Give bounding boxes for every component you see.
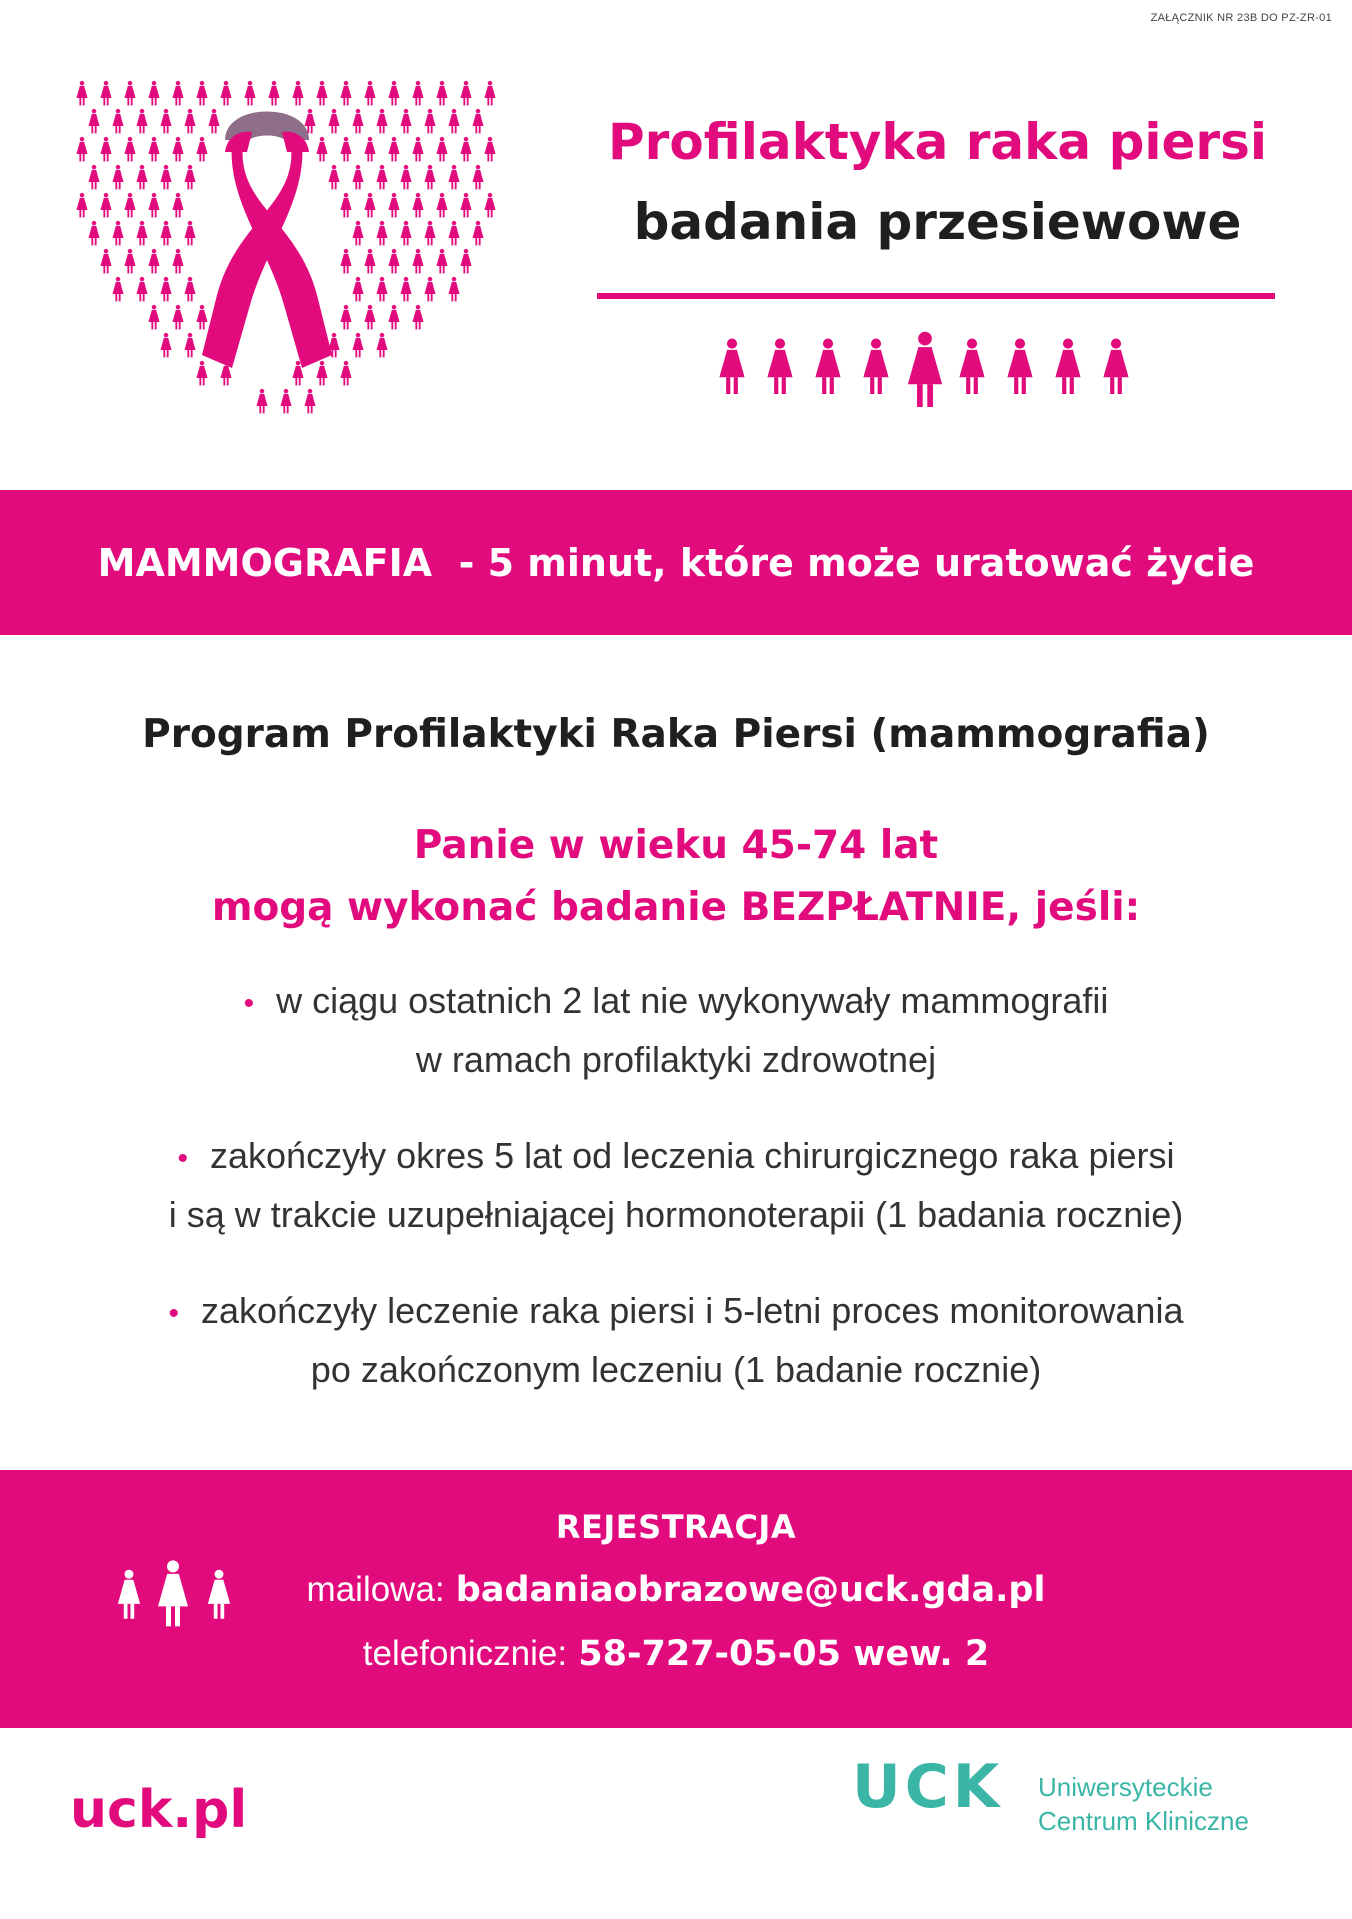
woman-icon — [160, 277, 171, 302]
woman-icon — [136, 109, 147, 134]
woman-icon — [412, 249, 423, 274]
title-main: Profilaktyka raka piersi — [608, 113, 1267, 171]
woman-icon — [448, 109, 459, 134]
woman-icon — [436, 137, 447, 162]
woman-icon — [460, 249, 471, 274]
annex-label: ZAŁĄCZNIK NR 23B DO PZ-ZR-01 — [1150, 12, 1332, 24]
woman-icon — [292, 81, 303, 106]
woman-icon — [160, 333, 171, 358]
woman-icon — [376, 165, 387, 190]
woman-icon — [76, 81, 87, 106]
woman-icon — [412, 81, 423, 106]
woman-icon — [148, 249, 159, 274]
email-label: mailowa: — [306, 1570, 445, 1609]
condition-line-2: w ramach profilaktyki zdrowotnej — [415, 1039, 937, 1080]
woman-icon — [352, 277, 363, 302]
woman-icon — [484, 81, 495, 106]
woman-icon — [88, 109, 99, 134]
woman-icon — [400, 277, 411, 302]
woman-icon — [136, 277, 147, 302]
woman-icon — [208, 109, 219, 134]
condition-item — [0, 1283, 1352, 1398]
woman-icon — [484, 193, 495, 218]
woman-icon — [112, 221, 123, 246]
woman-icon — [424, 221, 435, 246]
woman-icon — [100, 137, 111, 162]
woman-icon — [364, 249, 375, 274]
woman-icon — [184, 333, 195, 358]
woman-icon — [196, 305, 207, 330]
woman-icon — [220, 81, 231, 106]
woman-icon — [340, 193, 351, 218]
woman-icon — [719, 339, 744, 394]
woman-icon — [100, 249, 111, 274]
woman-icon — [472, 109, 483, 134]
woman-icon — [172, 249, 183, 274]
woman-icon — [268, 81, 279, 106]
woman-icon — [148, 305, 159, 330]
woman-icon — [388, 193, 399, 218]
condition-item — [0, 1128, 1352, 1243]
woman-icon — [340, 361, 351, 386]
phone-label: telefonicznie: — [362, 1634, 568, 1673]
registration-phone-row — [0, 1634, 1352, 1674]
bullet-icon: • — [168, 1297, 180, 1330]
woman-icon — [436, 193, 447, 218]
woman-icon — [112, 277, 123, 302]
woman-icon — [76, 137, 87, 162]
registration-email-row — [0, 1570, 1352, 1610]
woman-icon — [376, 333, 387, 358]
woman-icon — [148, 193, 159, 218]
woman-icon — [256, 389, 267, 414]
woman-icon — [88, 221, 99, 246]
email-link[interactable]: badaniaobrazowe@uck.gda.pl — [455, 1570, 1046, 1610]
eligibility-heading — [0, 815, 1352, 939]
woman-icon — [196, 137, 207, 162]
woman-icon — [424, 165, 435, 190]
woman-icon — [472, 165, 483, 190]
woman-icon — [460, 81, 471, 106]
woman-icon — [160, 165, 171, 190]
eligibility-line-2: mogą wykonać badanie BEZPŁATNIE, jeśli: — [211, 885, 1141, 930]
woman-icon — [352, 333, 363, 358]
woman-icon — [340, 249, 351, 274]
bullet-icon: • — [243, 987, 255, 1020]
woman-icon — [388, 81, 399, 106]
woman-icon — [100, 193, 111, 218]
woman-icon — [196, 361, 207, 386]
woman-icon — [100, 81, 111, 106]
woman-icon — [184, 165, 195, 190]
woman-icon — [340, 81, 351, 106]
woman-icon — [352, 109, 363, 134]
woman-icon — [448, 221, 459, 246]
woman-icon — [340, 305, 351, 330]
woman-icon — [172, 193, 183, 218]
logo-line-2: Centrum Kliniczne — [1038, 1806, 1249, 1836]
woman-icon — [316, 81, 327, 106]
woman-icon — [244, 81, 255, 106]
registration-section — [0, 1470, 1352, 1728]
woman-icon — [412, 137, 423, 162]
woman-icon — [160, 221, 171, 246]
woman-icon — [316, 361, 327, 386]
website-link[interactable]: uck.pl — [70, 1780, 248, 1840]
conditions-list — [0, 973, 1352, 1438]
mammography-banner-text: MAMMOGRAFIA - 5 minut, które może uratować życie — [97, 540, 1255, 585]
woman-icon — [767, 339, 792, 394]
title-divider — [597, 293, 1275, 299]
heart-ribbon-illustration — [62, 70, 502, 460]
condition-line-2: po zakończonym leczeniu (1 badanie rocznie) — [310, 1349, 1042, 1390]
condition-line-1: zakończyły okres 5 lat od leczenia chirurgicznego raka piersi — [210, 1135, 1175, 1176]
phone-link[interactable]: 58-727-05-05 wew. 2 — [578, 1634, 990, 1674]
program-title: Program Profilaktyki Raka Piersi (mammografia) — [142, 712, 1210, 757]
woman-icon — [136, 221, 147, 246]
woman-icon — [172, 305, 183, 330]
woman-icon — [280, 389, 291, 414]
woman-icon — [424, 277, 435, 302]
condition-line-1: zakończyły leczenie raka piersi i 5-letni proces monitorowania — [201, 1290, 1184, 1331]
eligibility-line-1: Panie w wieku 45-74 lat — [413, 823, 939, 868]
woman-icon — [148, 81, 159, 106]
condition-line-1: w ciągu ostatnich 2 lat nie wykonywały mammografii — [276, 980, 1109, 1021]
woman-icon — [364, 81, 375, 106]
woman-icon — [436, 81, 447, 106]
title-sub: badania przesiewowe — [633, 193, 1242, 251]
woman-icon — [863, 339, 888, 394]
woman-icon — [376, 109, 387, 134]
woman-icon — [424, 109, 435, 134]
woman-icon — [352, 221, 363, 246]
woman-icon — [815, 339, 840, 394]
woman-icon — [340, 137, 351, 162]
woman-icon — [364, 305, 375, 330]
woman-icon — [124, 137, 135, 162]
woman-icon — [172, 81, 183, 106]
woman-icon — [184, 221, 195, 246]
woman-icon — [76, 193, 87, 218]
woman-icon — [316, 137, 327, 162]
woman-icon — [136, 165, 147, 190]
woman-icon — [376, 221, 387, 246]
woman-icon — [328, 165, 339, 190]
woman-icon — [328, 109, 339, 134]
woman-icon — [412, 305, 423, 330]
woman-icon — [460, 137, 471, 162]
uck-logo-letters: UCK — [852, 1752, 1004, 1822]
woman-icon — [388, 137, 399, 162]
woman-icon — [448, 165, 459, 190]
woman-icon — [908, 332, 942, 407]
woman-icon — [88, 165, 99, 190]
woman-icon — [124, 249, 135, 274]
condition-line-2: i są w trakcie uzupełniającej hormonoterapii (1 badania rocznie) — [168, 1194, 1184, 1235]
woman-icon — [148, 137, 159, 162]
woman-icon — [460, 193, 471, 218]
woman-icon — [400, 221, 411, 246]
woman-icon — [400, 165, 411, 190]
uck-logo-name — [1038, 1770, 1249, 1838]
woman-icon — [364, 137, 375, 162]
woman-icon — [160, 109, 171, 134]
woman-icon — [196, 81, 207, 106]
pink-ribbon-icon — [202, 124, 332, 369]
woman-icon — [388, 249, 399, 274]
woman-icon — [448, 277, 459, 302]
woman-icon — [304, 389, 315, 414]
woman-icon — [412, 193, 423, 218]
condition-item — [0, 973, 1352, 1088]
woman-icon — [1007, 339, 1032, 394]
logo-line-1: Uniwersyteckie — [1038, 1772, 1213, 1802]
woman-icon — [484, 137, 495, 162]
woman-icon — [352, 165, 363, 190]
woman-icon — [400, 109, 411, 134]
mammography-banner — [0, 490, 1352, 635]
woman-icon — [184, 277, 195, 302]
woman-icon — [388, 305, 399, 330]
registration-title: REJESTRACJA — [555, 1508, 797, 1546]
woman-icon — [112, 165, 123, 190]
woman-icon — [124, 81, 135, 106]
woman-icon — [1103, 339, 1128, 394]
women-row-icons — [718, 327, 1148, 415]
woman-icon — [959, 339, 984, 394]
woman-icon — [376, 277, 387, 302]
woman-icon — [472, 221, 483, 246]
woman-icon — [184, 109, 195, 134]
woman-icon — [112, 109, 123, 134]
bullet-icon: • — [177, 1142, 189, 1175]
woman-icon — [364, 193, 375, 218]
woman-icon — [436, 249, 447, 274]
woman-icon — [172, 137, 183, 162]
woman-icon — [124, 193, 135, 218]
woman-icon — [1055, 339, 1080, 394]
